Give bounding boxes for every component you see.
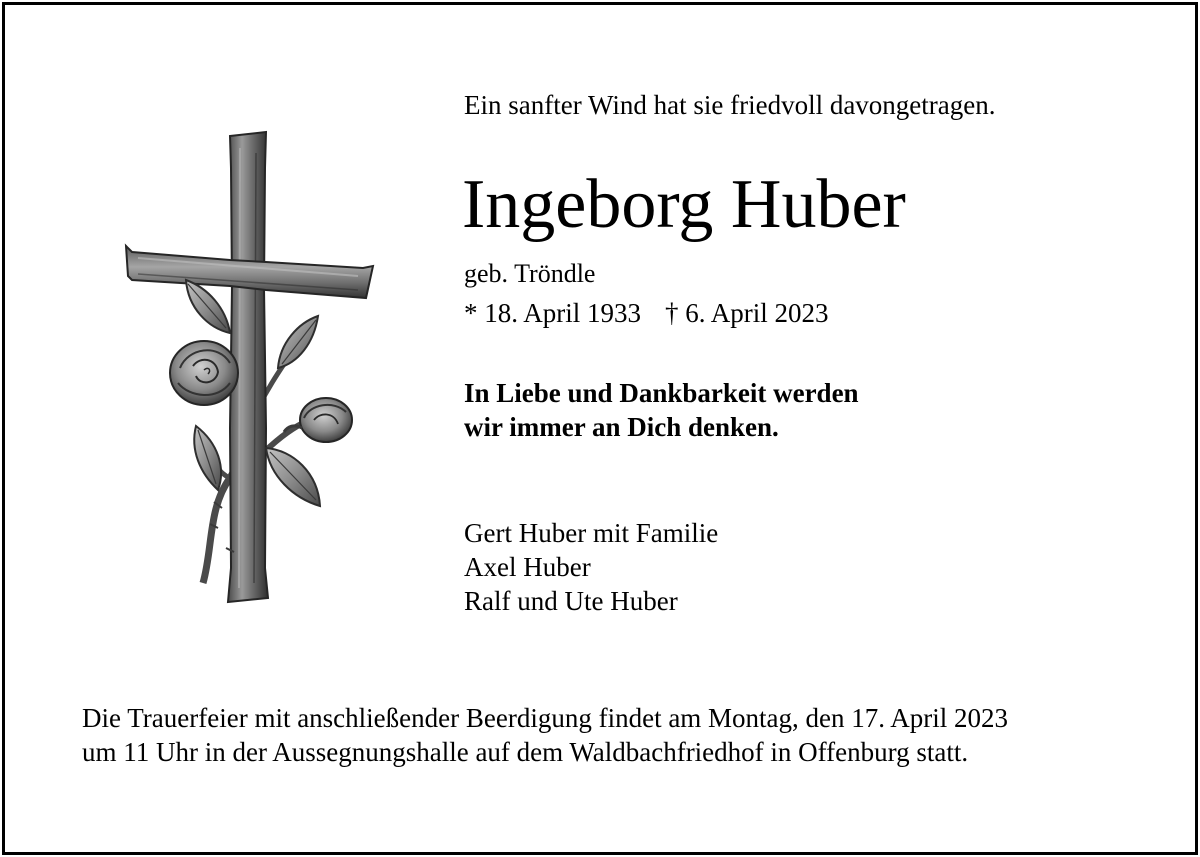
birth-name: geb. Tröndle [464,259,596,288]
mourner-item: Axel Huber [464,552,591,582]
mourner-item: Gert Huber mit Familie [464,518,719,548]
life-dates [464,296,829,330]
death-date: † 6. April 2023 [665,298,829,328]
service-announcement [82,701,1008,769]
dedication-line: wir immer an Dich denken. [464,412,779,442]
service-line: Die Trauerfeier mit anschließender Beerdigung findet am Montag, den 17. April 2023 [82,703,1009,733]
dedication-text [464,376,859,444]
birth-date: * 18. April 1933 [464,298,642,328]
motto-line: Ein sanfter Wind hat sie friedvoll davongetragen. [464,90,996,120]
deceased-name: Ingeborg Huber [462,166,906,243]
dedication-line: In Liebe und Dankbarkeit werden [464,378,859,408]
mourners-list [464,516,718,618]
cross-with-roses-icon [118,128,383,608]
service-line: um 11 Uhr in der Aussegnungshalle auf dem Waldbachfriedhof in Offenburg statt. [82,737,969,767]
mourner-item: Ralf und Ute Huber [464,586,678,616]
